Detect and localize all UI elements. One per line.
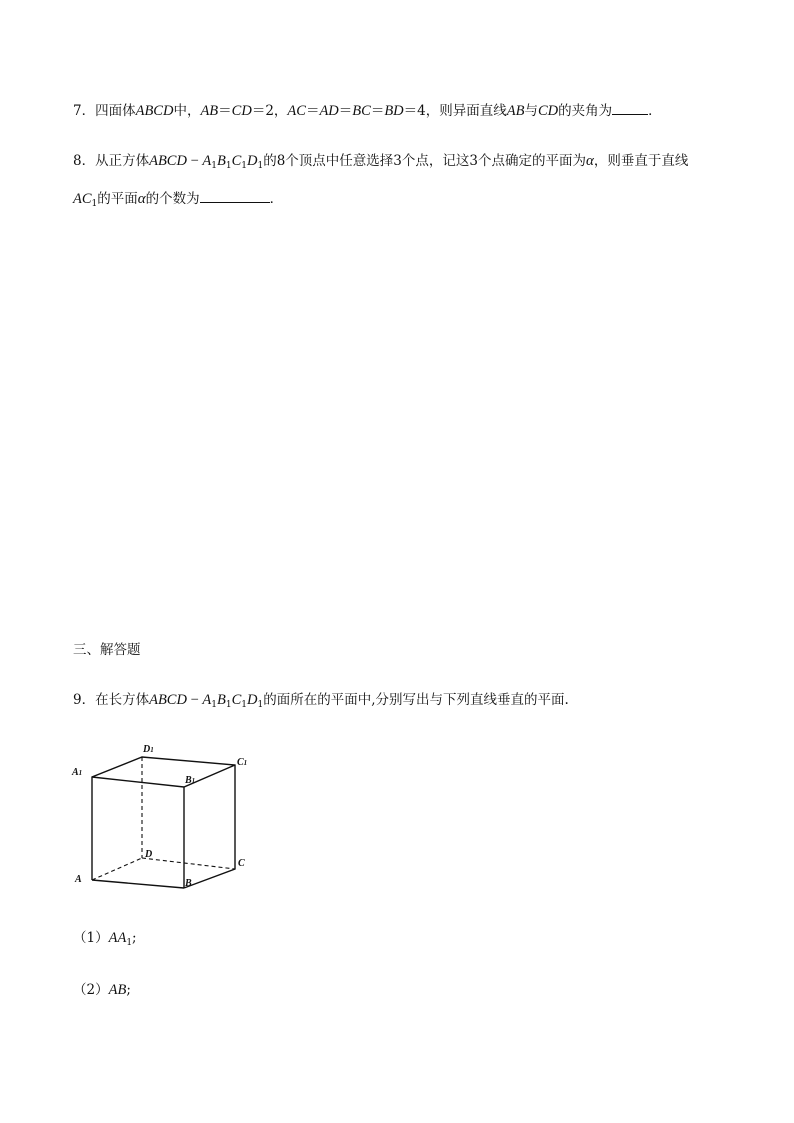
label-b: B	[185, 878, 192, 889]
label-d: D	[145, 849, 153, 860]
label-c1: C1	[237, 757, 248, 768]
cuboid-figure	[70, 740, 270, 895]
question-8-line-2: $AC_1$的平面α的个数为 ．	[73, 191, 284, 209]
question-8: 8．从正方体ABCD − $A_1B_1C_1D_1$的8个顶点中任意选择3个点，记这3个点确定的平面为α，则垂直于直线	[73, 153, 689, 171]
question-9-number: 9．	[73, 692, 96, 708]
section-title: 三、解答题	[73, 642, 141, 658]
label-a: A	[75, 874, 82, 885]
question-7-number: 7．	[73, 103, 96, 119]
question-8-number: 8．	[73, 153, 96, 169]
question-9: 9．在长方体ABCD − $A_1B_1C_1D_1$的面所在的平面中,分别写出与下列直线垂直的平面.	[73, 692, 569, 710]
label-a1: A1	[72, 767, 83, 778]
question-7: 7．四面体ABCD中，AB＝CD＝2，AC＝AD＝BC＝BD＝4，则异面直线AB与CD的夹角为 ．	[73, 103, 662, 119]
question-9-part-1: $(1)AA_1$;	[73, 930, 137, 948]
question-9-part-2: （2）AB;	[73, 982, 131, 998]
label-c: C	[238, 858, 245, 869]
answer-blank-8[interactable]	[200, 190, 270, 203]
label-d1: D1	[143, 744, 154, 755]
edge-dc-hidden	[142, 858, 235, 869]
answer-blank-7[interactable]	[612, 102, 648, 115]
label-b1: B1	[185, 775, 196, 786]
edge-ad-hidden	[92, 858, 142, 880]
edge-ab	[92, 880, 184, 888]
cuboid-outline	[92, 757, 235, 888]
